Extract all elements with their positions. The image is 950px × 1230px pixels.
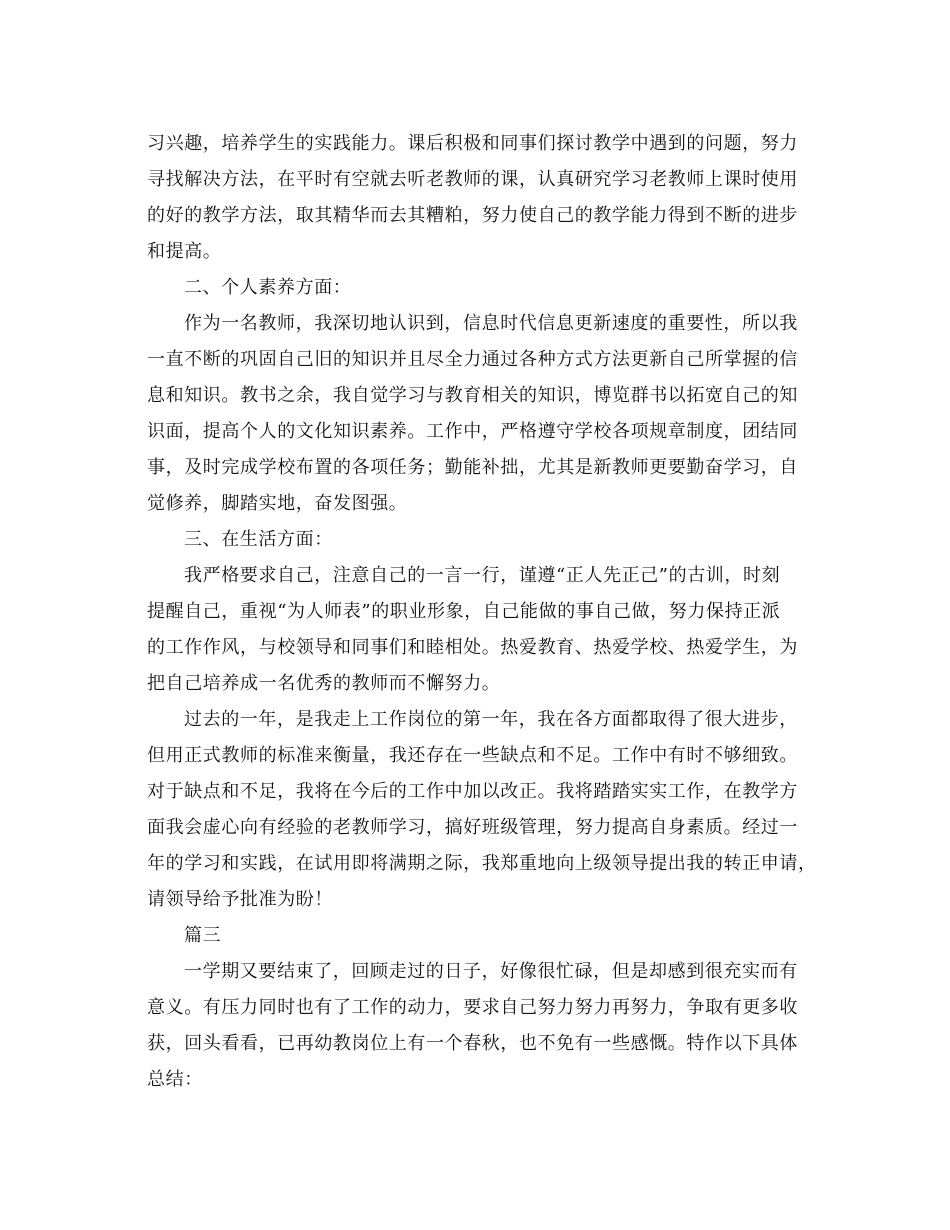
text-line: 请领导给予批准为盼！ — [147, 889, 333, 910]
text-line: 息和知识。教书之余，我自觉学习与教育相关的知识，博览群书以拓宽自己的知 — [147, 385, 798, 406]
text-line: 一学期又要结束了，回顾走过的日子，好像很忙碌，但是却感到很充实而有 — [184, 961, 798, 982]
text-line: 和提高。 — [147, 241, 222, 262]
document-body — [147, 126, 817, 1098]
text-line: 获，回头看看，已再幼教岗位上有一个春秋，也不免有一些感慨。特作以下具体 — [147, 1033, 798, 1054]
text-line: 觉修养，脚踏实地，奋发图强。 — [147, 493, 408, 514]
text-line: 总结： — [147, 1069, 203, 1090]
text-line: 的好的教学方法，取其精华而去其糟粕，努力使自己的教学能力得到不断的进步 — [147, 205, 798, 226]
text-line: 对于缺点和不足，我将在今后的工作中加以改正。我将踏踏实实工作，在教学方 — [147, 781, 798, 802]
text-line: 年的学习和实践，在试用即将满期之际，我郑重地向上级领导提出我的转正申请， — [147, 853, 817, 874]
text-line: 三、在生活方面： — [184, 529, 333, 550]
text-line: 一直不断的巩固自己旧的知识并且尽全力通过各种方式方法更新自己所掌握的信 — [147, 349, 798, 370]
text-line: 寻找解决方法，在平时有空就去听老教师的课，认真研究学习老教师上课时使用 — [147, 169, 798, 190]
text-line: 过去的一年，是我走上工作岗位的第一年，我在各方面都取得了很大进步， — [184, 709, 798, 730]
text-line: 提醒自己，重视“为人师表”的职业形象，自己能做的事自己做，努力保持正派 — [147, 601, 781, 622]
text-line: 的工作作风，与校领导和同事们和睦相处。热爱教育、热爱学校、热爱学生，为 — [147, 637, 798, 658]
text-line: 二、个人素养方面： — [184, 277, 352, 298]
text-line: 识面，提高个人的文化知识素养。工作中，严格遵守学校各项规章制度，团结同 — [147, 421, 798, 442]
text-line: 面我会虚心向有经验的老教师学习，搞好班级管理，努力提高自身素质。经过一 — [147, 817, 798, 838]
text-line: 事，及时完成学校布置的各项任务；勤能补拙，尤其是新教师更要勤奋学习，自 — [147, 457, 798, 478]
text-line: 把自己培养成一名优秀的教师而不懈努力。 — [147, 673, 501, 694]
text-line: 作为一名教师，我深切地认识到，信息时代信息更新速度的重要性，所以我 — [184, 313, 798, 334]
text-line: 意义。有压力同时也有了工作的动力，要求自己努力努力再努力，争取有更多收 — [147, 997, 798, 1018]
text-line: 但用正式教师的标准来衡量，我还存在一些缺点和不足。工作中有时不够细致。 — [147, 745, 798, 766]
text-line: 习兴趣，培养学生的实践能力。课后积极和同事们探讨教学中遇到的问题，努力 — [147, 133, 798, 154]
text-line: 篇三 — [184, 925, 222, 946]
text-line: 我严格要求自己，注意自己的一言一行，谨遵“正人先正己”的古训，时刻 — [184, 565, 781, 586]
